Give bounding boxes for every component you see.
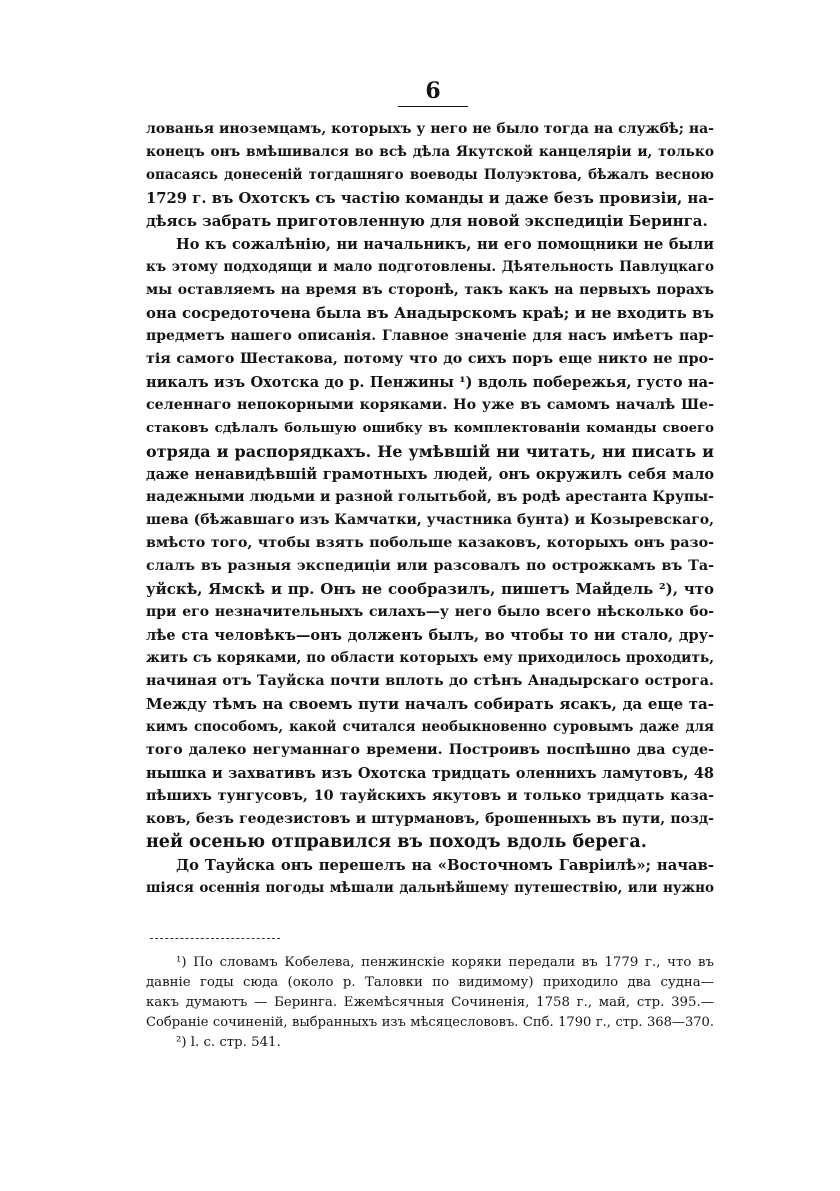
- text-line: стаковъ сдѣлалъ большую ошибку въ комплектованіи команды своего: [146, 421, 714, 436]
- text-line: слалъ въ разныя экспедиціи или разсовалъ по острожкамъ въ Та-: [146, 558, 714, 574]
- footnote-rule: [150, 938, 280, 939]
- text-line: шева (бѣжавшаго изъ Камчатки, участника бунта) и Козыревскаго,: [146, 512, 714, 528]
- text-line: лованья иноземцамъ, которыхъ у него не было тогда на службѣ; на-: [146, 121, 714, 137]
- text-line: жить съ коряками, по области которыхъ ему приходилось проходить,: [146, 650, 714, 666]
- text-line: уйскѣ, Ямскѣ и пр. Онъ не сообразилъ, пишетъ Майдель ²), что: [146, 580, 714, 598]
- text-line: 1729 г. въ Охотскъ съ частію команды и даже безъ провизіи, на-: [146, 190, 714, 207]
- text-line: къ этому подходящи и мало подготовлены. Дѣятельность Павлуцкаго: [146, 259, 714, 275]
- text-line: шіяся осеннія погоды мѣшали дальнѣйшему путешествію, или нужно: [146, 880, 714, 896]
- text-line: мы оставляемъ на время въ сторонѣ, такъ какъ на первыхъ порахъ: [146, 282, 714, 298]
- text-line: конецъ онъ вмѣшивался во всѣ дѣла Якутской канцеляріи и, только: [146, 144, 714, 160]
- footnote-line: ²) l. c. стр. 541.: [176, 1035, 281, 1050]
- text-line: кимъ способомъ, какой считался необыкновенно суровымъ даже для: [146, 719, 714, 735]
- text-line: опасаясь донесеній тогдашняго воеводы Полуэктова, бѣжалъ весною: [146, 167, 714, 183]
- text-line: селеннаго непокорными коряками. Но уже въ самомъ началѣ Ше-: [146, 397, 714, 413]
- text-line: даже ненавидѣвшій грамотныхъ людей, онъ окружилъ себя мало: [146, 466, 714, 483]
- footnote-line: Собраніе сочиненій, выбранныхъ изъ мѣсяцеслововъ. Спб. 1790 г., стр. 368—370.: [146, 1015, 714, 1030]
- text-line: Между тѣмъ на своемъ пути началъ собирать ясакъ, да еще та-: [146, 695, 714, 713]
- footnotes: [146, 953, 714, 1053]
- text-line: пѣшихъ тунгусовъ, 10 тауйскихъ якутовъ и только тридцать каза-: [146, 788, 714, 804]
- text-line: начиная отъ Тауйска почти вплоть до стѣнъ Анадырскаго острога.: [146, 673, 714, 689]
- text-line: отряда и распорядкахъ. Не умѣвшій ни читать, ни писать и: [146, 442, 714, 461]
- page-number: 6: [425, 78, 441, 104]
- footnote-line: какъ думаютъ — Беринга. Ежемѣсячныя Сочиненія, 1758 г., май, стр. 395.—: [146, 995, 714, 1010]
- text-line: До Тауйска онъ перешелъ на «Восточномъ Гавріилѣ»; начав-: [176, 857, 714, 874]
- text-line: предметъ нашего описанія. Главное значеніе для насъ имѣетъ пар-: [146, 328, 714, 344]
- footnote-line: давніе годы сюда (около р. Таловки по видимому) приходило два судна—: [146, 975, 714, 990]
- text-line: при его незначительныхъ силахъ—у него было всего нѣсколько бо-: [146, 604, 714, 620]
- text-line: ней осенью отправился въ походъ вдоль берега.: [146, 832, 647, 852]
- text-line: лѣе ста человѣкъ—онъ долженъ былъ, во чтобы то ни стало, дру-: [146, 627, 714, 644]
- body-text: [146, 118, 714, 900]
- text-line: никалъ изъ Охотска до р. Пенжины ¹) вдоль побережья, густо на-: [146, 374, 714, 391]
- text-line: тія самого Шестакова, потому что до сихъ поръ еще никто не про-: [146, 351, 714, 367]
- header-rule: [398, 106, 468, 107]
- text-line: вмѣсто того, чтобы взять побольше казаковъ, которыхъ онъ разо-: [146, 535, 714, 551]
- text-line: надежными людьми и разной голытьбой, въ родѣ арестанта Крупы-: [146, 489, 714, 505]
- text-line: ковъ, безъ геодезистовъ и штурмановъ, брошенныхъ въ пути, позд-: [146, 811, 714, 827]
- text-line: нышка и захвативъ изъ Охотска тридцать оленнихъ ламутовъ, 48: [146, 765, 714, 782]
- text-line: она сосредоточена была въ Анадырскомъ краѣ; и не входить въ: [146, 304, 714, 322]
- text-line: того далеко негуманнаго времени. Построивъ поспѣшно два суде-: [146, 742, 714, 758]
- footnote-line: ¹) По словамъ Кобелева, пенжинскіе коряки передали въ 1779 г., что въ: [176, 955, 714, 970]
- text-line: Но къ сожалѣнію, ни начальникъ, ни его помощники не были: [176, 236, 714, 253]
- text-line: дѣясь забрать приготовленную для новой экспедиціи Беринга.: [146, 212, 708, 230]
